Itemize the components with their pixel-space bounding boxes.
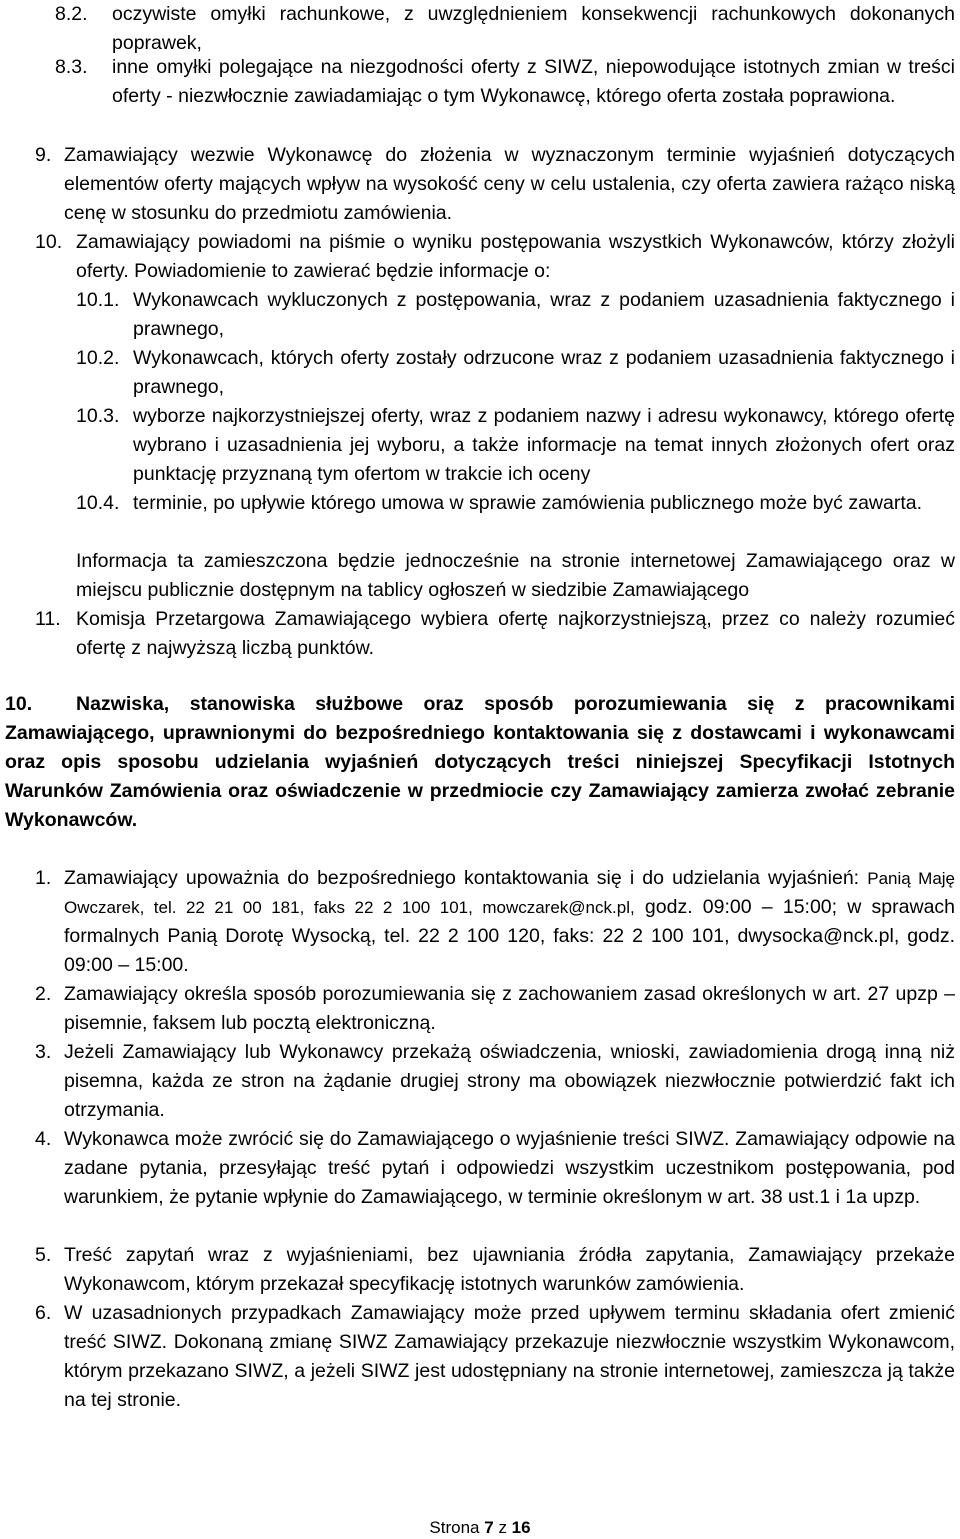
list-number: 10.2.: [76, 347, 120, 369]
info-paragraph: Informacja ta zamieszczona będzie jednocześnie na stronie internetowej Zamawiającego oraz w miejscu publicznie dostępnym na tablicy ogłoszeń w siedzibie Zamawiającego: [76, 550, 955, 601]
page-footer: [0, 1517, 960, 1539]
list-item-10-2: [76, 344, 955, 402]
list-number: 10.1.: [76, 289, 120, 311]
contact-details: godz. 09:00 – 15:00; w sprawach formalnych Panią Dorotę Wysocką, tel. 22 2 100 120, faks: 22 2 100 101, dwysocka@nck.pl, godz. 09:00 – 15:00.: [64, 896, 956, 976]
list-number: 10.3.: [76, 405, 120, 427]
contact-person: Panią Maję Owczarek, tel. 22 21 00 181, faks 22 2 100 101, mowczarek@nck.pl,: [64, 869, 956, 917]
list-item-8-3: [55, 53, 955, 111]
list-text: Jeżeli Zamawiający lub Wykonawcy przekażą oświadczenia, wnioski, zawiadomienia drogą inną niż pisemna, każda ze stron na żądanie drugiej strony ma obowiązek niezwłocznie potwierdzić fakt ich otrzymania.: [64, 1041, 955, 1121]
list-number: 9.: [35, 144, 52, 166]
footer-prefix: Strona: [429, 1518, 480, 1537]
list-number: 10.: [35, 231, 63, 253]
list-item-8-2: [55, 0, 955, 58]
section-item-1: [35, 864, 955, 980]
section-item-6: [35, 1299, 955, 1415]
list-number: 5.: [35, 1244, 52, 1266]
list-number: 8.2.: [55, 3, 88, 25]
list-number: 2.: [35, 983, 52, 1005]
list-number: 10.4.: [76, 492, 120, 514]
section-item-5: [35, 1241, 955, 1299]
list-item-10-3: [76, 402, 955, 489]
list-item-10-1: [76, 286, 955, 344]
list-item-10-4: [76, 489, 955, 518]
footer-page-total: 16: [511, 1518, 531, 1537]
list-text: terminie, po upływie którego umowa w sprawie zamówienia publicznego może być zawarta.: [133, 492, 923, 514]
list-number: 4.: [35, 1128, 52, 1150]
list-item-11: [35, 605, 955, 663]
list-text: Wykonawcach, których oferty zostały odrzucone wraz z podaniem uzasadnienia faktycznego i prawnego,: [133, 347, 955, 398]
list-item-9: [35, 141, 955, 228]
list-text: W uzasadnionych przypadkach Zamawiający może przed upływem terminu składania ofert zmienić treść SIWZ. Dokonaną zmianę SIWZ Zamawiający przekazuje niezwłocznie wszystkim Wykonawcom, którym przekazano SIWZ, a jeżeli SIWZ jest udostępniany na stronie internetowej, zamieszcza ją także na tej stronie.: [64, 1302, 955, 1411]
footer-separator: z: [498, 1518, 507, 1537]
list-text: Wykonawca może zwrócić się do Zamawiającego o wyjaśnienie treści SIWZ. Zamawiający odpowie na zadane pytania, przesyłając treść pytań i odpowiedzi wszystkim uczestnikom postępowania, pod warunkiem, że pytanie wpłynie do Zamawiającego, w terminie określonym w art. 38 ust.1 i 1a upzp.: [64, 1128, 955, 1208]
list-number: 3.: [35, 1041, 52, 1063]
list-text: Zamawiający wezwie Wykonawcę do złożenia w wyznaczonym terminie wyjaśnień dotyczących elementów oferty mających wpływ na wysokość ceny w celu ustalenia, czy oferta zawiera rażąco niską cenę w stosunku do przedmiotu zamówienia.: [64, 144, 955, 224]
section-heading: [5, 690, 955, 835]
list-text: wyborze najkorzystniejszej oferty, wraz z podaniem nazwy i adresu wykonawcy, którego ofertę wybrano i uzasadnienia jej wyboru, a także informacje na temat innych złożonych ofert oraz punktację przyznaną tym ofertom w trakcie ich oceny: [133, 405, 955, 485]
contact-intro: Zamawiający upoważnia do bezpośredniego kontaktowania się i do udzielania wyjaśnień:: [64, 867, 860, 889]
list-text: Treść zapytań wraz z wyjaśnieniami, bez ujawniania źródła zapytania, Zamawiający przekaże Wykonawcom, którym przekazał specyfikację istotnych warunków zamówienia.: [64, 1244, 955, 1295]
section-title: Nazwiska, stanowiska służbowe oraz sposób porozumiewania się z pracownikami Zamawiającego, uprawnionymi do bezpośredniego kontaktowania się z dostawcami i wykonawcami oraz opis sposobu udzielania wyjaśnień dotyczących treści niniejszej Specyfikacji Istotnych Warunków Zamówienia oraz oświadczenie w przedmiocie czy Zamawiający zamierza zwołać zebranie Wykonawców.: [5, 693, 955, 831]
list-text: oczywiste omyłki rachunkowe, z uwzględnieniem konsekwencji rachunkowych dokonanych poprawek,: [112, 3, 955, 54]
list-text: Wykonawcach wykluczonych z postępowania, wraz z podaniem uzasadnienia faktycznego i prawnego,: [133, 289, 955, 340]
list-text: Zamawiający określa sposób porozumiewania się z zachowaniem zasad określonych w art. 27 upzp – pisemnie, faksem lub pocztą elektroniczną.: [64, 983, 955, 1034]
list-text: [64, 864, 955, 980]
section-number: 10.: [5, 693, 33, 715]
list-number: 8.3.: [55, 56, 88, 78]
list-number: 1.: [35, 867, 52, 889]
list-text: Zamawiający powiadomi na piśmie o wyniku postępowania wszystkich Wykonawców, którzy złożyli oferty. Powiadomienie to zawierać będzie informacje o:: [76, 231, 955, 282]
section-item-2: [35, 980, 955, 1038]
list-item-10: [35, 228, 955, 286]
section-item-3: [35, 1038, 955, 1125]
footer-page-number: 7: [484, 1518, 494, 1537]
list-text: Komisja Przetargowa Zamawiającego wybiera ofertę najkorzystniejszą, przez co należy rozumieć ofertę z najwyższą liczbą punktów.: [76, 608, 955, 659]
list-number: 11.: [35, 608, 61, 630]
list-text: inne omyłki polegające na niezgodności oferty z SIWZ, niepowodujące istotnych zmian w treści oferty - niezwłocznie zawiadamiając o tym Wykonawcę, którego oferta została poprawiona.: [112, 56, 955, 107]
section-item-4: [35, 1125, 955, 1212]
list-number: 6.: [35, 1302, 52, 1324]
